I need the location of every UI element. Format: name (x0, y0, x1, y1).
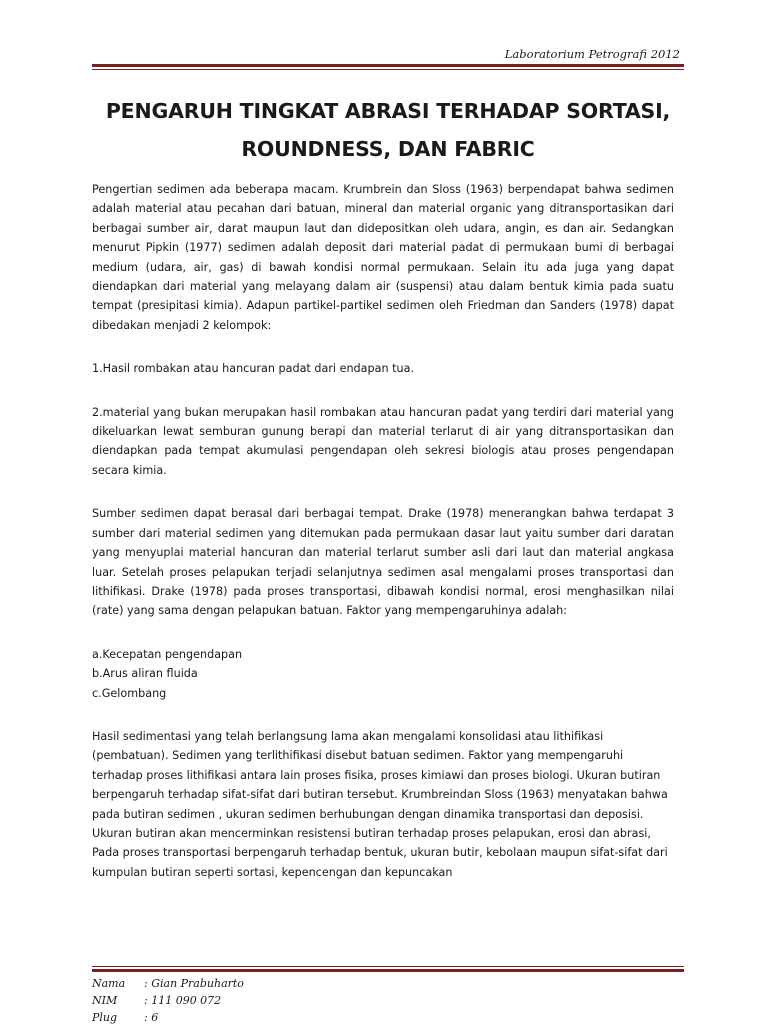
list-item-1: 1.Hasil rombakan atau hancuran padat dari endapan tua. (92, 362, 415, 376)
paragraph-sources: Sumber sedimen dapat berasal dari berbagai tempat. Drake (1978) menerangkan bahwa terdapat 3 sumber dari material sedimen yang ditemukan pada permukaan dasar laut yaitu sumber dari daratan yang menyuplai material hancuran dan material terlarut sumber asli dari laut dan material angkasa luar. Setelah proses pelapukan terjadi selanjutnya sedimen asal mengalami proses transportasi dan lithifikasi. Drake (1978) pada proses transportasi, dibawah kondisi normal, erosi menghasilkan nilai (rate) yang sama dengan pelapukan batuan. Faktor yang mempengaruhinya adalah: (92, 507, 674, 618)
nim-value: : 111 090 072 (144, 994, 222, 1007)
author-nim-row (92, 992, 244, 1009)
list-item-2: 2.material yang bukan merupakan hasil rombakan atau hancuran padat yang terdiri dari material yang dikeluarkan lewat semburan gunung berapi dan material terlarut di air yang ditransportasikan dan diendapkan pada tempat akumulasi pengendapan oleh sekresi biologis atau proses pengendapan secara kimia. (92, 405, 674, 477)
title-line-2: ROUNDNESS, DAN FABRIC (241, 137, 535, 161)
plug-value: : 6 (144, 1011, 159, 1024)
plug-label: Plug (92, 1011, 118, 1024)
author-info (92, 975, 244, 1026)
header-rule (92, 64, 684, 70)
name-value: : Gian Prabuharto (144, 977, 244, 990)
author-plug-row (92, 1009, 244, 1026)
paragraph-intro: Pengertian sedimen ada beberapa macam. Krumbrein dan Sloss (1963) berpendapat bahwa sedimen adalah material atau pecahan dari batuan, mineral dan material organic yang ditransportasikan dari berbagai sumber air, darat maupun laut dan didepositkan oleh udara, angin, es dan air. Sedangkan menurut Pipkin (1977) sedimen adalah deposit dari material padat di permukaan bumi di berbagai medium (udara, air, gas) di bawah kondisi normal permukaan. Selain itu ada juga yang dapat diendapkan dari material yang melayang dalam air (suspensi) atau dalam bentuk kimia pada suatu tempat (presipitasi kimia). Adapun partikel-partikel sedimen oleh Friedman dan Sanders (1978) dapat dibedakan menjadi 2 kelompok: (92, 183, 674, 332)
running-header: Laboratorium Petrografi 2012 (504, 47, 680, 61)
footer-rule (92, 966, 684, 972)
paragraph-sedimentation: Hasil sedimentasi yang telah berlangsung lama akan mengalami konsolidasi atau lithifikasi (pembatuan). Sedimen yang terlithifikasi disebut batuan sedimen. Faktor yang mempengaruhi terhadap proses lithifikasi antara lain proses fisika, proses kimiawi dan proses biologi. Ukuran butiran berpengaruh terhadap sifat-sifat dari butiran tersebut. Krumbreindan Sloss (1963) menyatakan bahwa pada butiran sedimen , ukuran sedimen berhubungan dengan dinamika transportasi dan deposisi. Ukuran butiran akan mencerminkan resistensi butiran terhadap proses pelapukan, erosi dan abrasi, Pada proses transportasi berpengaruh terhadap bentuk, ukuran butir, kebolaan maupun sifat-sifat dari kumpulan butiran seperti sortasi, kepencengan dan kepuncakan (92, 729, 668, 879)
nim-label: NIM (92, 994, 118, 1007)
title-line-1: PENGARUH TINGKAT ABRASI TERHADAP SORTASI, (105, 99, 671, 123)
author-name-row (92, 975, 244, 992)
name-label: Nama (92, 977, 126, 990)
factor-item-c: c.Gelombang (92, 686, 167, 700)
factor-item-b: b.Arus aliran fluida (92, 667, 198, 681)
document-title (92, 92, 684, 168)
factor-item-a: a.Kecepatan pengendapan (92, 647, 243, 661)
document-body (92, 180, 674, 882)
